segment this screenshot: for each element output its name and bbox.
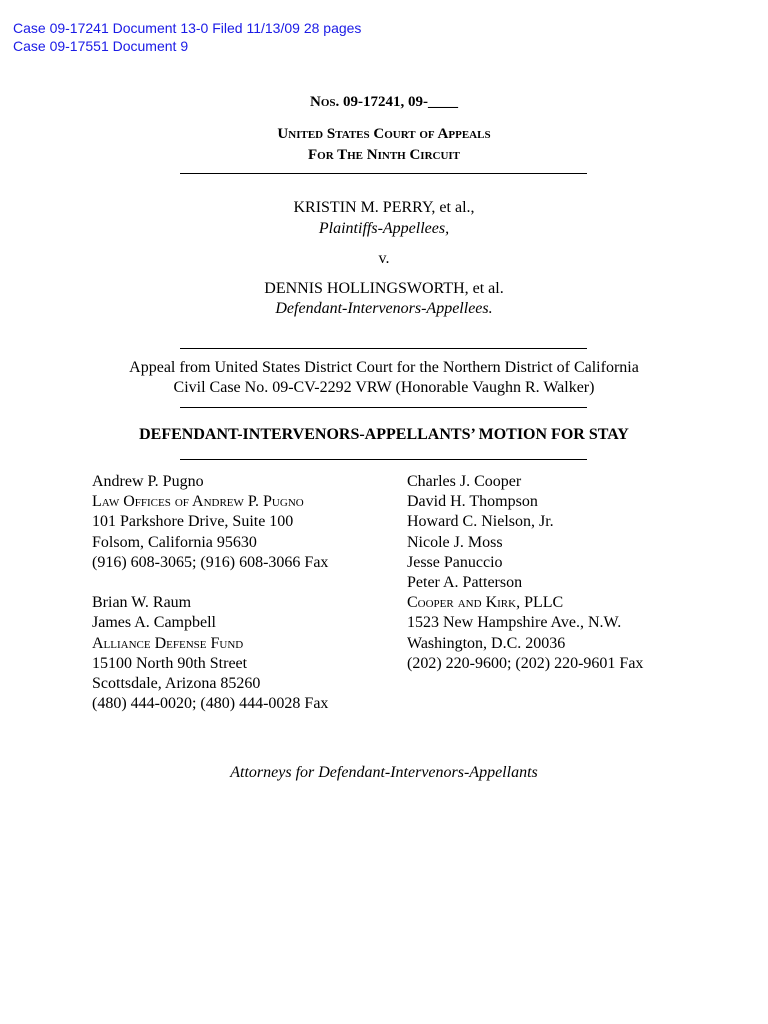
plaintiff-name: KRISTIN M. PERRY, et al., [293,199,475,216]
counsel-line: (202) 220-9600; (202) 220-9601 Fax [407,654,644,672]
filing-stamp [13,19,361,55]
law-firm-name: Alliance Defense Fund [92,634,244,652]
court-name-line-1: United States Court of Appeals [277,126,491,142]
filing-stamp-line-2: Case 09-17551 Document 9 [13,38,189,54]
counsel-line: Washington, D.C. 20036 [407,634,566,652]
appeal-line-2: Civil Case No. 09-CV-2292 VRW (Honorable Vaughn R. Walker) [173,379,595,396]
defendant-name: DENNIS HOLLINGSWORTH, et al. [264,280,504,297]
counsel-line: Andrew P. Pugno [92,473,204,490]
law-firm-name: Law Offices of Andrew P. Pugno [92,493,304,511]
counsel-line: (916) 608-3065; (916) 608-3066 Fax [92,553,329,571]
plaintiff-role: Plaintiffs-Appellees, [318,220,450,237]
counsel-line: Brian W. Raum [92,594,192,612]
counsel-line: Peter A. Patterson [407,574,523,592]
divider-rule [180,459,587,460]
court-name-line-2: For The Ninth Circuit [307,147,461,163]
law-firm-name: Cooper and Kirk, PLLC [407,594,564,612]
counsel-right-column [407,472,643,674]
divider-rule [180,173,587,174]
filing-stamp-line-1: Case 09-17241 Document 13-0 Filed 11/13/09 28 pages [13,20,362,36]
versus-label: v. [378,250,390,267]
counsel-left-column [92,472,328,714]
counsel-line: 101 Parkshore Drive, Suite 100 [92,513,294,531]
counsel-line: (480) 444-0020; (480) 444-0028 Fax [92,695,329,713]
defendant-role: Defendant-Intervenors-Appellees. [275,300,493,317]
divider-rule [180,407,587,408]
counsel-line: Jesse Panuccio [407,553,503,571]
counsel-line: 15100 North 90th Street [92,654,248,672]
counsel-line: Nicole J. Moss [407,533,503,551]
counsel-line: Howard C. Nielson, Jr. [407,513,554,531]
counsel-line: Charles J. Cooper [407,473,522,490]
motion-title: DEFENDANT-INTERVENORS-APPELLANTS’ MOTION FOR STAY [139,426,629,443]
counsel-line: David H. Thompson [407,493,538,511]
counsel-line: Scottsdale, Arizona 85260 [92,675,261,693]
counsel-line: Folsom, California 95630 [92,533,257,551]
counsel-line: 1523 New Hampshire Ave., N.W. [407,614,622,632]
counsel-line: James A. Campbell [92,614,216,632]
divider-rule [180,348,587,349]
spacer [92,573,328,593]
attorneys-for: Attorneys for Defendant-Intervenors-Appellants [230,764,538,781]
appeal-line-1: Appeal from United States District Court for the Northern District of California [129,359,639,376]
case-numbers: Nos. 09-17241, 09-____ [310,94,458,110]
